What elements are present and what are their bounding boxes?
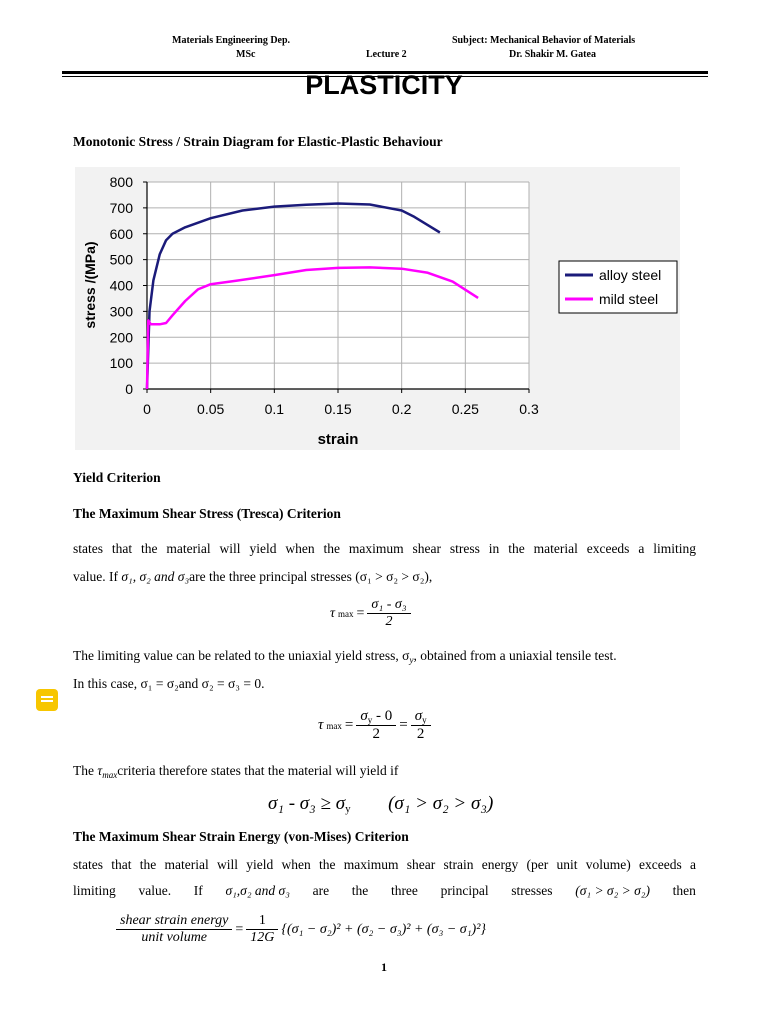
comment-icon[interactable]	[36, 689, 58, 711]
sub: y	[367, 715, 373, 725]
rhs: {(σ₁ − σ₂)² + (σ₂ − σ₃)² + (σ₃ − σ₁)²}	[281, 921, 487, 937]
y-tick-label: 800	[109, 174, 133, 190]
x-tick-label: 0.2	[391, 401, 412, 417]
header-subject: Subject: Mechanical Behavior of Materials	[452, 35, 636, 46]
word: principal	[440, 883, 489, 898]
subscript: y	[409, 655, 414, 665]
denominator: 2	[356, 725, 396, 743]
numerator: shear strain energy	[120, 913, 229, 928]
denominator: 2	[367, 613, 410, 630]
math-vars: σ₁, σ₂ and σ₃	[121, 569, 190, 584]
word: (σ₁ > σ₂ > σ₂)	[575, 883, 650, 898]
denominator: 2	[411, 725, 431, 743]
y-tick-label: 100	[109, 355, 133, 372]
numerator: 1	[258, 913, 266, 928]
page-title: PLASTICITY	[305, 70, 463, 100]
yield-heading: Yield Criterion	[73, 470, 161, 485]
denominator: unit volume	[116, 929, 232, 946]
x-tick-label: 0	[143, 401, 151, 417]
condition: (σ₁ > σ₂ > σ₃)	[388, 793, 494, 814]
x-tick-label: 0.05	[197, 401, 225, 417]
word: three	[390, 883, 418, 898]
tau-subscript: max	[326, 720, 342, 731]
word: value.	[138, 883, 172, 898]
text: The	[73, 763, 94, 778]
word: the	[351, 883, 369, 898]
legend-label: mild steel	[599, 291, 659, 307]
denominator: 12G	[246, 929, 278, 946]
equation-tau-yield: τ max = $\frac{\sigma_y - 0}{2}$ = $\frac{\sigma_y}{2}$	[318, 708, 431, 743]
x-tick-label: 0.1	[264, 401, 285, 417]
vonmises-line-2	[73, 877, 696, 905]
y-tick-label: 0	[125, 381, 133, 397]
x-tick-label: 0.15	[324, 401, 352, 417]
sub: y	[422, 715, 427, 725]
vonmises-line-1: states that the material will yield when the maximum shear strain energy (per unit volume) exceeds a	[73, 857, 696, 872]
inequality: σ₁ - σ₃ ≥ σ	[268, 793, 346, 814]
tail: - 0	[372, 708, 393, 724]
word: stresses	[511, 883, 553, 898]
sub: y	[345, 803, 351, 815]
y-tick-label: 600	[109, 225, 133, 242]
text: criteria therefore states that the material will yield if	[117, 763, 399, 778]
equation-vonmises: $\frac{\text{shear strain energy}}{\text{unit volume}}$ = $\frac{1}{12G}$ {(σ₁ − σ₂)² + (σ₂ − σ₃)² + (σ₃ − σ₁)²}	[116, 913, 486, 946]
tau-subscript: max	[338, 608, 354, 619]
sigma: σ	[360, 708, 368, 724]
sigma: σ	[414, 708, 423, 724]
word: σ₁,σ₂ and σ₃	[225, 883, 290, 898]
x-axis-label: strain	[317, 431, 359, 448]
y-tick-label: 200	[109, 329, 133, 346]
stress-strain-chart	[75, 167, 680, 450]
chart-legend	[559, 261, 677, 313]
page-number: 1	[381, 960, 387, 974]
header-department: Materials Engineering Dep.	[172, 35, 291, 46]
header-lecture: Lecture 2	[366, 49, 407, 60]
tresca-line-2	[73, 563, 696, 591]
tau-symbol: τ	[330, 605, 336, 621]
numerator: σ₁ - σ₃	[371, 597, 407, 612]
tresca-heading: The Maximum Shear Stress (Tresca) Criterion	[73, 506, 341, 521]
tau: τ	[97, 763, 103, 778]
legend-label: alloy steel	[599, 267, 662, 283]
equation-tau-max: τ max = $\frac{\text{σ₁ - σ₃}}{2}$	[330, 597, 411, 630]
y-axis-label: stress /(MPa)	[82, 241, 98, 329]
header-author: Dr. Shakir M. Gatea	[509, 49, 596, 60]
y-tick-label: 700	[109, 199, 133, 216]
x-tick-label: 0.25	[451, 401, 479, 417]
y-tick-label: 300	[109, 303, 133, 320]
tresca-line-1: states that the material will yield when the maximum shear stress in the material exceeds a limiting	[73, 541, 696, 556]
tresca-line-4: In this case, σ₁ = σ₂and σ₂ = σ₃ = 0.	[73, 676, 265, 691]
text: value. If	[73, 569, 118, 584]
tresca-line-5	[73, 757, 696, 789]
vonmises-heading: The Maximum Shear Strain Energy (von-Mises) Criterion	[73, 829, 409, 844]
word: If	[193, 883, 203, 898]
equation-tresca-condition	[268, 793, 493, 815]
y-tick-label: 400	[109, 277, 133, 294]
header-degree: MSc	[236, 49, 256, 60]
sub: max	[102, 770, 118, 780]
text: , obtained from a uniaxial tensile test.	[413, 648, 617, 663]
section-heading: Monotonic Stress / Strain Diagram for Elastic-Plastic Behaviour	[73, 134, 443, 149]
word: limiting	[73, 883, 116, 898]
word: are	[312, 883, 330, 898]
word: then	[672, 883, 696, 898]
text: The limiting value can be related to the uniaxial yield stress, σ	[73, 648, 410, 663]
y-tick-label: 500	[109, 251, 133, 268]
text: are the three principal stresses (σ₁ > σ₂ > σ₂),	[189, 569, 433, 584]
x-tick-label: 0.3	[519, 401, 539, 417]
tau-symbol: τ	[318, 717, 324, 733]
